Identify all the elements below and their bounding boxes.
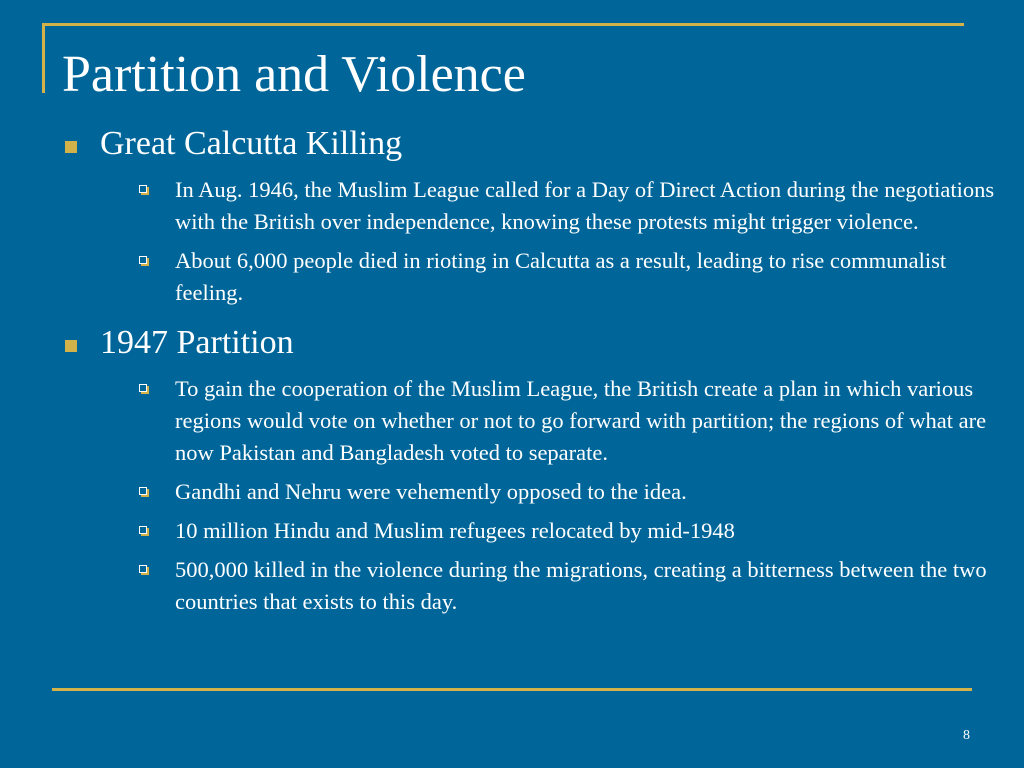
page-number: 8 — [963, 728, 970, 743]
section-1947-partition — [62, 319, 987, 618]
sub-point-text: To gain the cooperation of the Muslim League, the British create a plan in which various regions would vote on whether or not to go forward with partition; the regions of what are now Pakistan and Bangladesh voted to separate. — [175, 376, 987, 465]
sub-point-text: About 6,000 people died in rioting in Calcutta as a result, leading to rise communalist feeling. — [175, 248, 947, 305]
hollow-square-bullet-icon — [139, 256, 147, 264]
square-bullet-icon — [65, 141, 77, 153]
section-great-calcutta-killing — [62, 120, 995, 309]
sub-point-list — [100, 373, 987, 618]
sub-point — [100, 515, 1005, 547]
slide-body — [62, 120, 995, 625]
sub-point — [100, 373, 1005, 469]
sub-point — [100, 476, 1005, 508]
section-heading: 1947 Partition — [100, 324, 294, 361]
square-bullet-icon — [65, 340, 77, 352]
sub-point — [100, 554, 1005, 618]
sub-point — [100, 245, 1005, 309]
hollow-square-bullet-icon — [139, 185, 147, 193]
slide-title: Partition and Violence — [62, 46, 526, 103]
title-left-rule — [42, 23, 45, 93]
hollow-square-bullet-icon — [139, 565, 147, 573]
title-top-rule — [42, 23, 964, 26]
hollow-square-bullet-icon — [139, 384, 147, 392]
sub-point-list — [100, 174, 995, 309]
sub-point-text: 10 million Hindu and Muslim refugees relocated by mid-1948 — [175, 518, 735, 543]
sub-point-text: In Aug. 1946, the Muslim League called for a Day of Direct Action during the negotiations with the British over independence, knowing these protests might trigger violence. — [175, 177, 995, 234]
footer-rule — [52, 688, 972, 691]
hollow-square-bullet-icon — [139, 487, 147, 495]
sub-point — [100, 174, 1005, 238]
hollow-square-bullet-icon — [139, 526, 147, 534]
section-heading: Great Calcutta Killing — [100, 125, 403, 162]
sub-point-text: 500,000 killed in the violence during the migrations, creating a bitterness between the two countries that exists to this day. — [175, 557, 987, 614]
sub-point-text: Gandhi and Nehru were vehemently opposed to the idea. — [175, 479, 687, 504]
